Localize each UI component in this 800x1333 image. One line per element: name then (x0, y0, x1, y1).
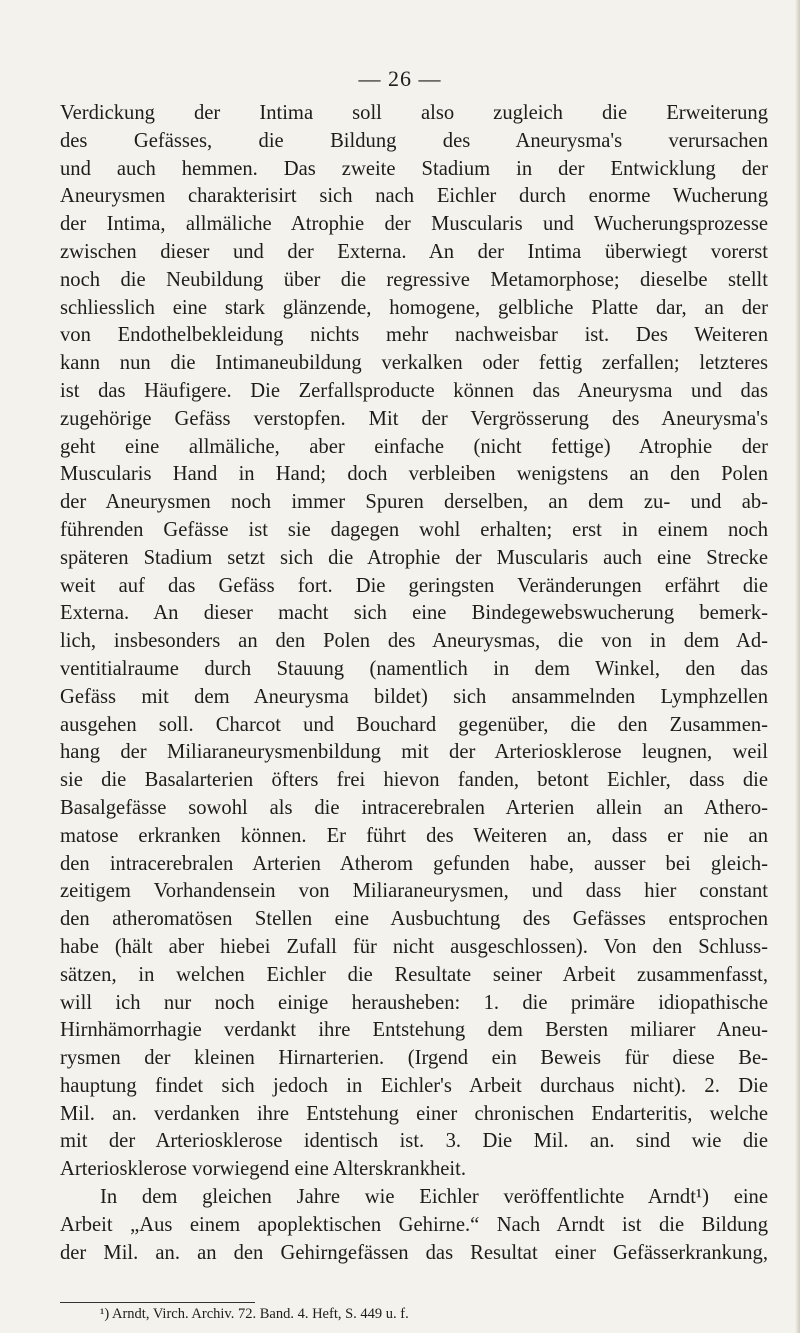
text-line: Muscularis Hand in Hand; doch verbleiben wenigstens an den Polen (60, 463, 768, 486)
text-line: geht eine allmäliche, aber einfache (nicht fettige) Atrophie der (60, 435, 768, 458)
text-line: habe (hält aber hiebei Zufall für nicht ausgeschlossen). Von den Schluss- (60, 935, 768, 958)
text-line: Aneurysmen charakterisirt sich nach Eichler durch enorme Wucherung (60, 185, 768, 208)
text-line: rysmen der kleinen Hirnarterien. (Irgend ein Beweis für diese Be- (60, 1047, 768, 1070)
page-edge (795, 0, 800, 1333)
text-line: ventitialraume durch Stauung (namentlich in dem Winkel, den das (60, 657, 768, 680)
footnote: ¹) Arndt, Virch. Archiv. 72. Band. 4. Heft, S. 449 u. f. (100, 1306, 409, 1322)
text-line: den atheromatösen Stellen eine Ausbuchtung des Gefässes entsprochen (60, 908, 768, 931)
text-line: weit auf das Gefäss fort. Die geringsten Veränderungen erfährt die (60, 574, 768, 597)
text-line: Externa. An dieser macht sich eine Bindegewebswucherung bemerk- (60, 602, 768, 625)
text-line: den intracerebralen Arterien Atherom gefunden habe, ausser bei gleich- (60, 852, 768, 875)
text-line: kann nun die Intimaneubildung verkalken oder fettig zerfallen; letzteres (60, 352, 768, 375)
text-line: zeitigem Vorhandensein von Miliaraneurysmen, und dass hier constant (60, 880, 768, 903)
text-line: der Intima, allmäliche Atrophie der Muscularis und Wucherungsprozesse (60, 213, 768, 236)
page-number: — 26 — (358, 66, 442, 91)
text-line: noch die Neubildung über die regressive Metamorphose; dieselbe stellt (60, 268, 768, 291)
text-line: ist das Häufigere. Die Zerfallsproducte können das Aneurysma und das (60, 379, 768, 402)
text-line: Arbeit „Aus einem apoplektischen Gehirne.“ Nach Arndt ist die Bildung (60, 1213, 768, 1236)
text-line: matose erkranken können. Er führt des Weiteren an, dass er nie an (60, 824, 768, 847)
text-line: sie die Basalarterien öfters frei hievon fanden, betont Eichler, dass die (60, 769, 768, 792)
text-line: ausgehen soll. Charcot und Bouchard gegenüber, die den Zusammen- (60, 713, 768, 736)
text-line: lich, insbesonders an den Polen des Aneurysmas, die von in dem Ad- (60, 630, 768, 653)
text-line: zwischen dieser und der Externa. An der Intima überwiegt vorerst (60, 240, 768, 263)
text-line: In dem gleichen Jahre wie Eichler veröffentlichte Arndt¹) eine (100, 1186, 768, 1209)
text-line: von Endothelbekleidung nichts mehr nachweisbar ist. Des Weiteren (60, 324, 768, 347)
text-line: der Mil. an. an den Gehirngefässen das Resultat einer Gefässerkrankung, (60, 1241, 768, 1264)
text-line: hauptung findet sich jedoch in Eichler's Arbeit durchaus nicht). 2. Die (60, 1074, 768, 1097)
text-line: Gefäss mit dem Aneurysma bildet) sich ansammelnden Lymphzellen (60, 685, 768, 708)
text-line: Verdickung der Intima soll also zugleich die Erweiterung (60, 102, 768, 124)
text-line: will ich nur noch einige herausheben: 1. die primäre idiopathische (60, 991, 768, 1014)
text-line: Arteriosklerose vorwiegend eine Alterskrankheit. (60, 1158, 467, 1181)
text-line: Mil. an. verdanken ihre Entstehung einer chronischen Endarteritis, welche (60, 1102, 768, 1125)
text-line: und auch hemmen. Das zweite Stadium in der Entwicklung der (60, 157, 768, 180)
text-line: späteren Stadium setzt sich die Atrophie der Muscularis auch eine Strecke (60, 546, 768, 569)
body-text (60, 100, 768, 1267)
text-line: hang der Miliaraneurysmenbildung mit der Arteriosklerose leugnen, weil (60, 741, 768, 764)
text-line: Basalgefässe sowohl als die intracerebralen Arterien allein an Athero- (60, 796, 768, 819)
footnote-divider (60, 1302, 255, 1303)
text-line: zugehörige Gefäss verstopfen. Mit der Vergrösserung des Aneurysma's (60, 407, 768, 430)
text-line: sätzen, in welchen Eichler die Resultate seiner Arbeit zusammenfasst, (60, 963, 768, 986)
text-line: führenden Gefässe ist sie dagegen wohl erhalten; erst in einem noch (60, 518, 768, 541)
text-line: der Aneurysmen noch immer Spuren derselben, an dem zu- und ab- (60, 491, 768, 514)
text-line: Hirnhämorrhagie verdankt ihre Entstehung dem Bersten miliarer Aneu- (60, 1019, 768, 1042)
text-line: schliesslich eine stark glänzende, homogene, gelbliche Platte dar, an der (60, 296, 768, 319)
text-line: des Gefässes, die Bildung des Aneurysma's verursachen (60, 129, 768, 152)
text-line: mit der Arteriosklerose identisch ist. 3. Die Mil. an. sind wie die (60, 1130, 768, 1153)
